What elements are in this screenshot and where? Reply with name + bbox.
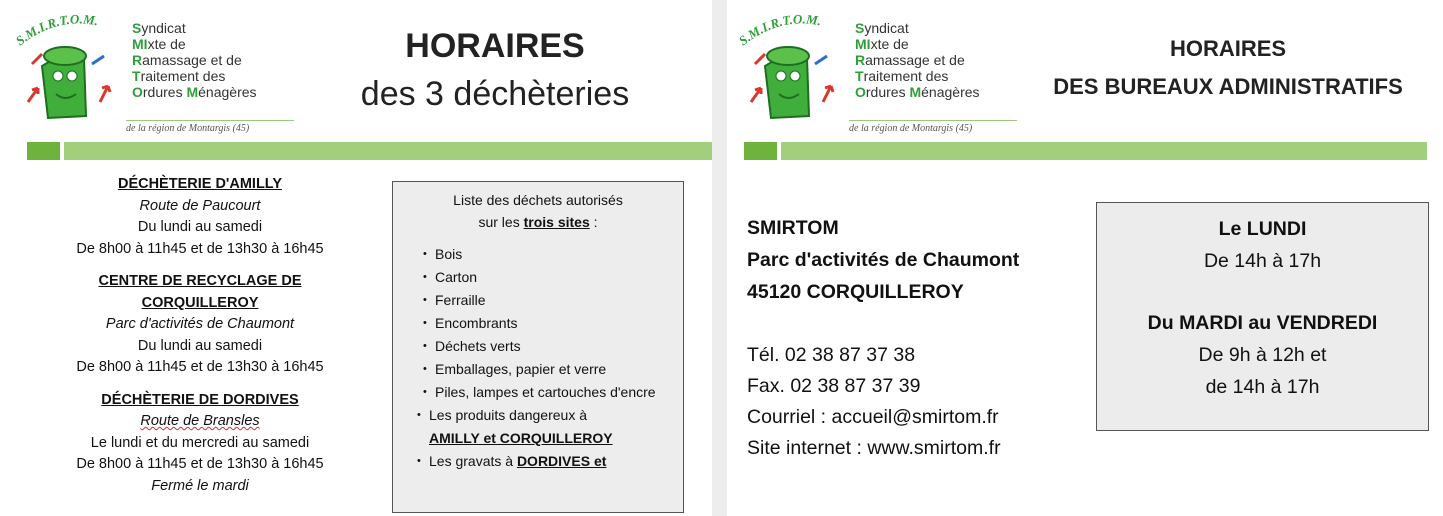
page-title: HORAIRES des 3 déchèteries	[360, 27, 630, 113]
waste-extra	[417, 404, 683, 473]
fax: Fax. 02 38 87 37 39	[747, 375, 921, 397]
email: Courriel : accueil@smirtom.fr	[747, 406, 999, 428]
green-square	[27, 142, 60, 160]
svg-text:S.M.I.R.T.O.M.: S.M.I.R.T.O.M.	[735, 11, 823, 49]
logo-acronym-text: Syndicat MIxte de Ramassage et de Traitement des Ordures Ménagères	[855, 20, 980, 100]
waste-intro: Liste des déchets autorisés sur les trois sites :	[453, 192, 623, 230]
smirtom-logo	[12, 6, 312, 136]
left-panel	[0, 0, 712, 516]
logo-acronym-text: Syndicat MIxte de Ramassage et de Traitement des Ordures Ménagères	[132, 20, 257, 100]
smirtom-logo	[735, 6, 1035, 136]
waste-list-box	[392, 181, 684, 513]
green-bar	[64, 142, 712, 160]
green-square	[744, 142, 777, 160]
list-item: • Les produits dangereux à AMILLY et CORQUILLEROY	[417, 404, 683, 450]
logo-region: de la région de Montargis (45)	[849, 123, 973, 134]
waste-items	[423, 243, 683, 404]
logo-divider	[126, 120, 294, 121]
list-item: • Encombrants	[423, 312, 667, 335]
logo-divider	[849, 120, 1017, 121]
list-item: • Déchets verts	[423, 335, 667, 358]
panel-gap	[712, 0, 727, 516]
list-item: • Ferraille	[423, 289, 667, 312]
list-item: • Emballages, papier et verre	[423, 358, 667, 381]
logo-region: de la région de Montargis (45)	[126, 123, 250, 134]
site-list	[40, 174, 360, 508]
mascot-icon	[12, 6, 132, 136]
mascot-icon	[735, 6, 855, 136]
svg-text:S.M.I.R.T.O.M.: S.M.I.R.T.O.M.	[12, 11, 100, 49]
list-item: • Piles, lampes et cartouches d'encre	[423, 381, 667, 404]
site-dordives: DÉCHÈTERIE DE DORDIVES Route de Bransles Le lundi et du mercredi au samedi De 8h00 à 11h45 et de 13h30 à 16h45 Fermé le mardi	[76, 391, 324, 494]
site-amilly: DÉCHÈTERIE D'AMILLY Route de Paucourt Du lundi au samedi De 8h00 à 11h45 et de 13h30 à 16h45	[76, 176, 324, 257]
site-corquilleroy: CENTRE DE RECYCLAGE DE CORQUILLEROY Parc d'activités de Chaumont Du lundi au samedi De 8h00 à 11h45 et de 13h30 à 16h45	[76, 273, 324, 375]
green-bar	[781, 142, 1427, 160]
phone: Tél. 02 38 87 37 38	[747, 344, 916, 366]
office-hours-box: Le LUNDI De 14h à 17h Du MARDI au VENDREDI De 9h à 12h et de 14h à 17h	[1096, 202, 1429, 431]
right-panel	[727, 0, 1443, 516]
contact-info	[747, 340, 1001, 464]
office-address: SMIRTOM Parc d'activités de Chaumont 45120 CORQUILLEROY	[747, 217, 1020, 303]
list-item: • Les gravats à DORDIVES et	[417, 450, 683, 473]
list-item: • Bois	[423, 243, 667, 266]
list-item: • Carton	[423, 266, 667, 289]
website: Site internet : www.smirtom.fr	[747, 437, 1001, 459]
page-title: HORAIRES DES BUREAUX ADMINISTRATIFS	[1053, 36, 1403, 99]
